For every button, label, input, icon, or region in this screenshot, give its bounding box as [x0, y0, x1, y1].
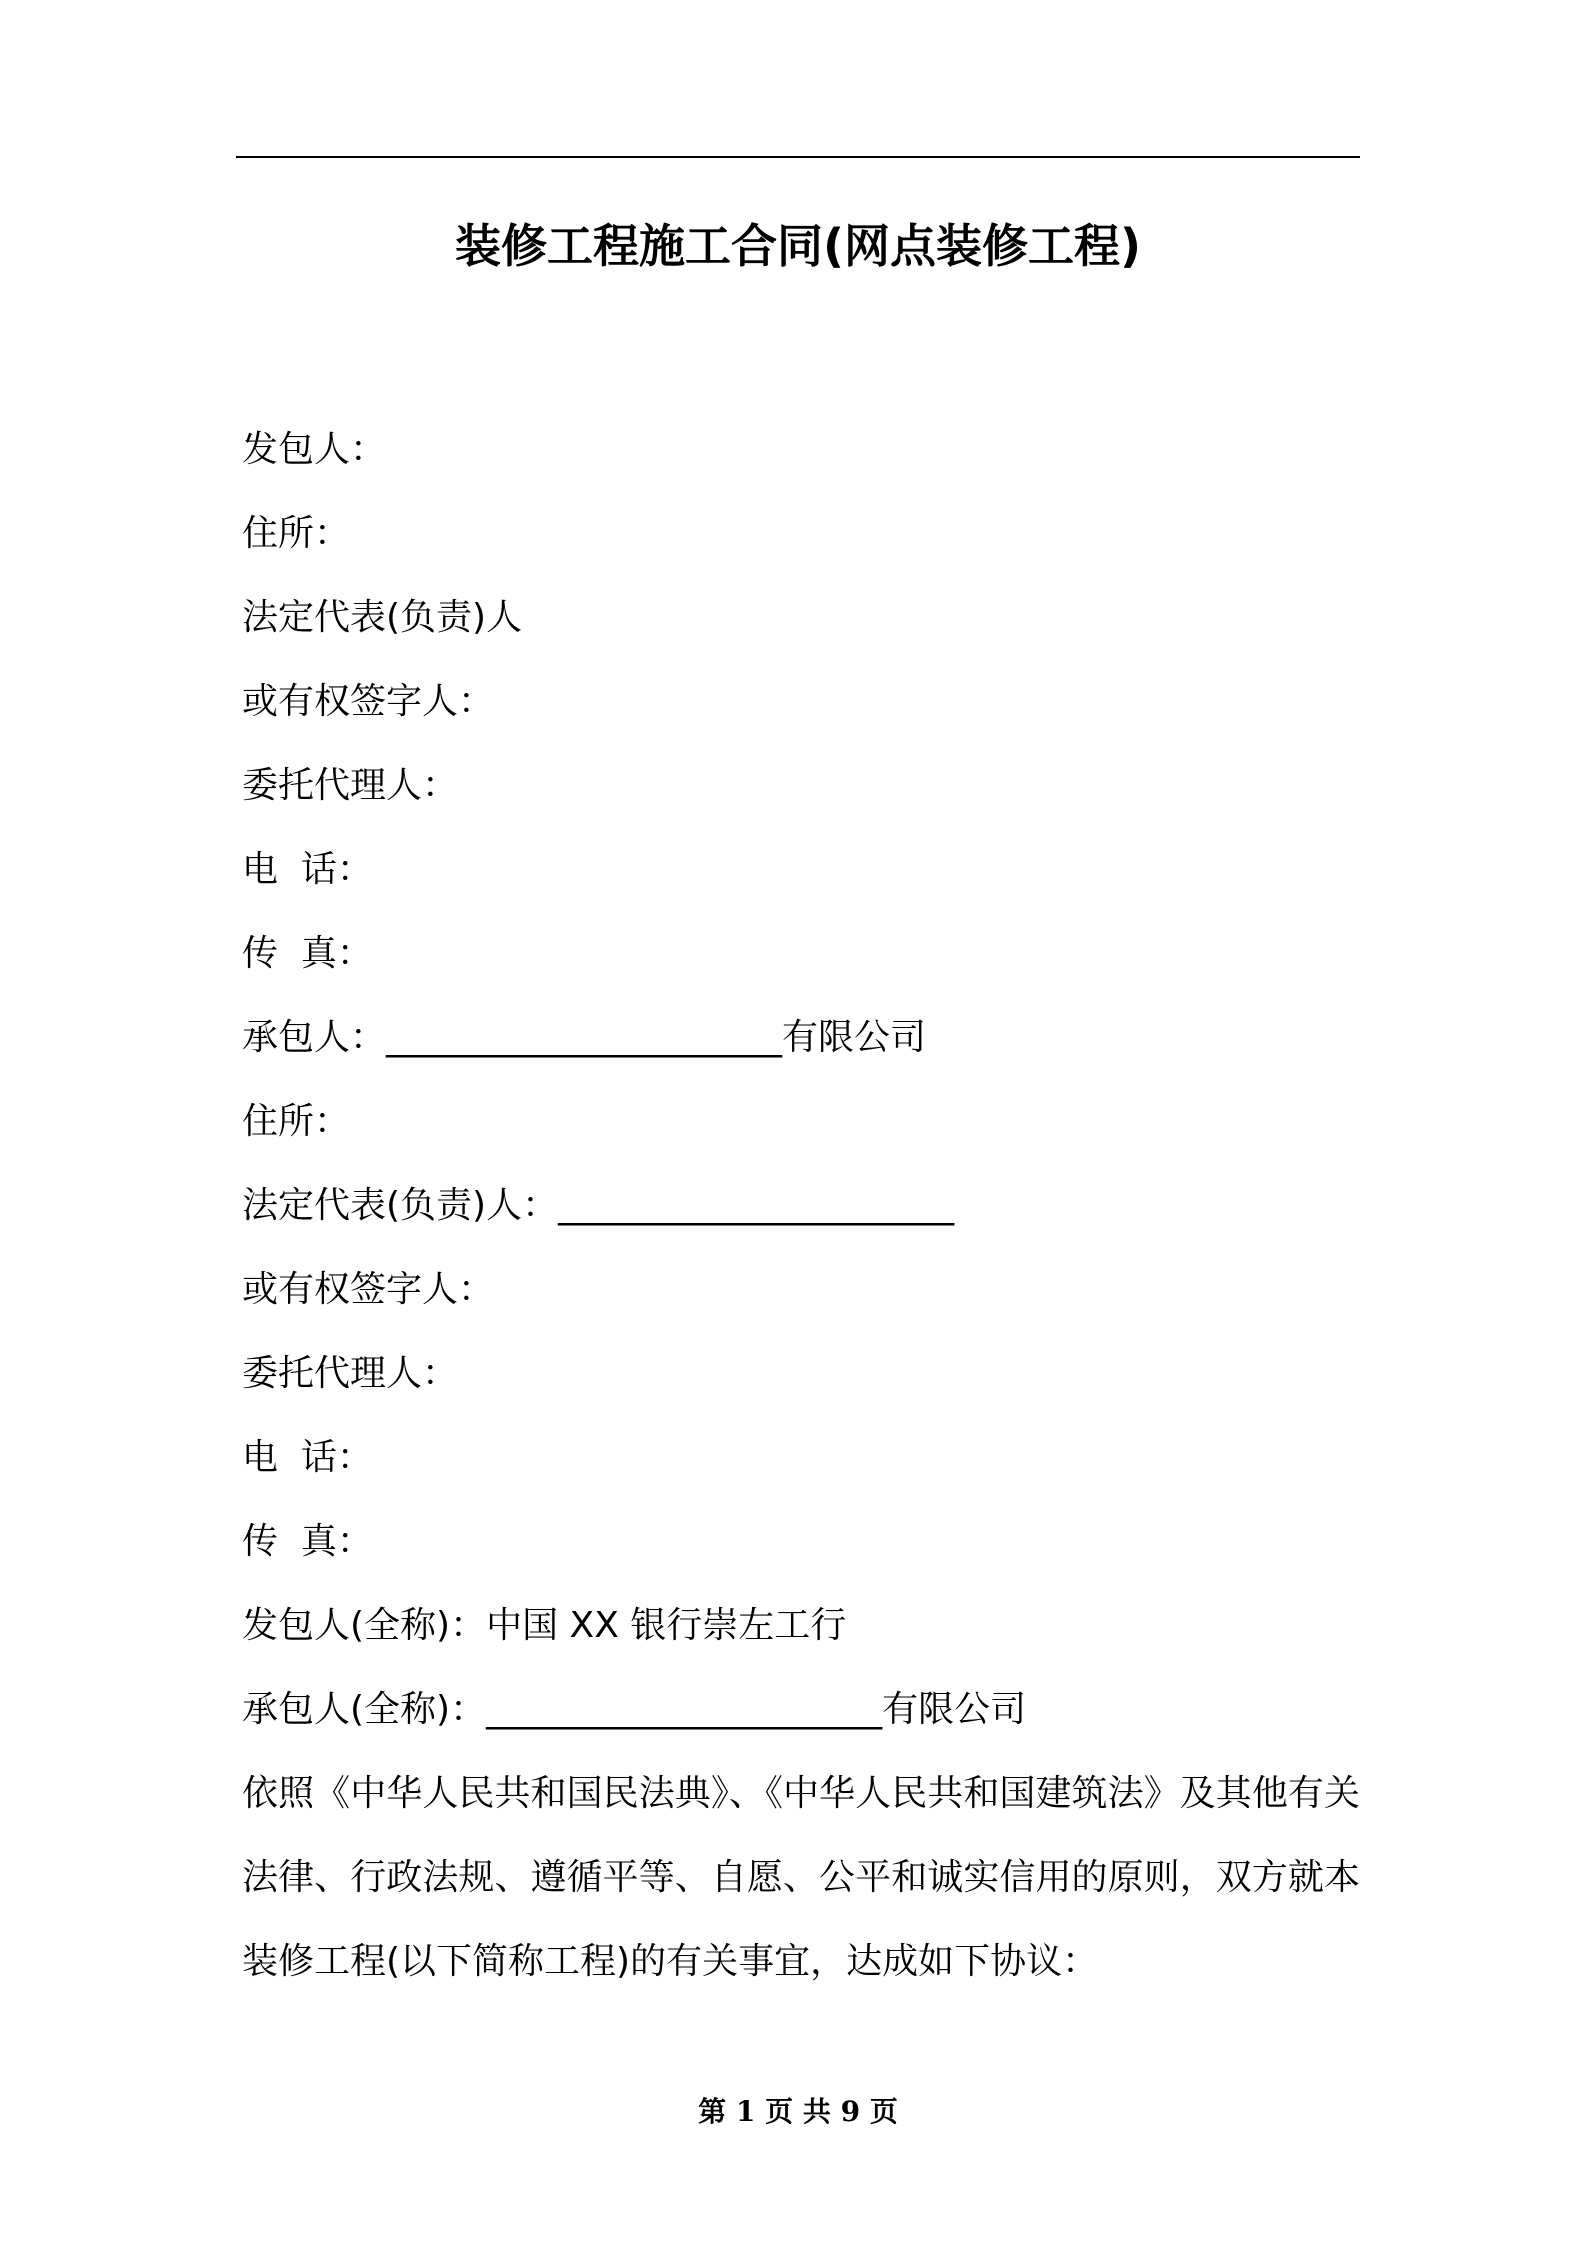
contractor-phone-line: 电 话： — [242, 1437, 373, 1478]
document-title: 装修工程施工合同(网点装修工程) — [454, 219, 1142, 273]
employer-line: 发包人： — [242, 429, 387, 470]
contractor-fullname-line: 承包人(全称)：______________________有限公司 — [242, 1689, 1027, 1730]
contractor-legal-rep-line: 法定代表(负责)人：______________________ — [242, 1185, 955, 1226]
contractor-line: 承包人：______________________有限公司 — [242, 1017, 927, 1058]
intro-paragraph: 依照《中华人民共和国民法典》、《中华人民共和国建筑法》及其他有关法律、行政法规、遵循平等、自愿、公平和诚实信用的原则，双方就本装修工程(以下简称工程)的有关事宜，达成如下协议： — [242, 1773, 1360, 1982]
contractor-agent-line: 委托代理人： — [242, 1353, 459, 1394]
employer-address-line: 住所： — [242, 513, 351, 554]
contractor-address-line: 住所： — [242, 1101, 351, 1142]
header-rule — [236, 156, 1360, 158]
employer-agent-line: 委托代理人： — [242, 765, 459, 806]
page-number-footer: 第 1 页 共 9 页 — [698, 2095, 898, 2128]
contractor-fax-line: 传 真： — [242, 1521, 373, 1562]
contract-body — [242, 408, 1362, 2004]
employer-legal-rep-line: 法定代表(负责)人 — [242, 597, 523, 638]
employer-signatory-line: 或有权签字人： — [242, 681, 495, 722]
contractor-signatory-line: 或有权签字人： — [242, 1269, 495, 1310]
employer-phone-line: 电 话： — [242, 849, 373, 890]
employer-fax-line: 传 真： — [242, 933, 373, 974]
employer-fullname-line: 发包人(全称)：中国 XX 银行崇左工行 — [242, 1605, 847, 1646]
